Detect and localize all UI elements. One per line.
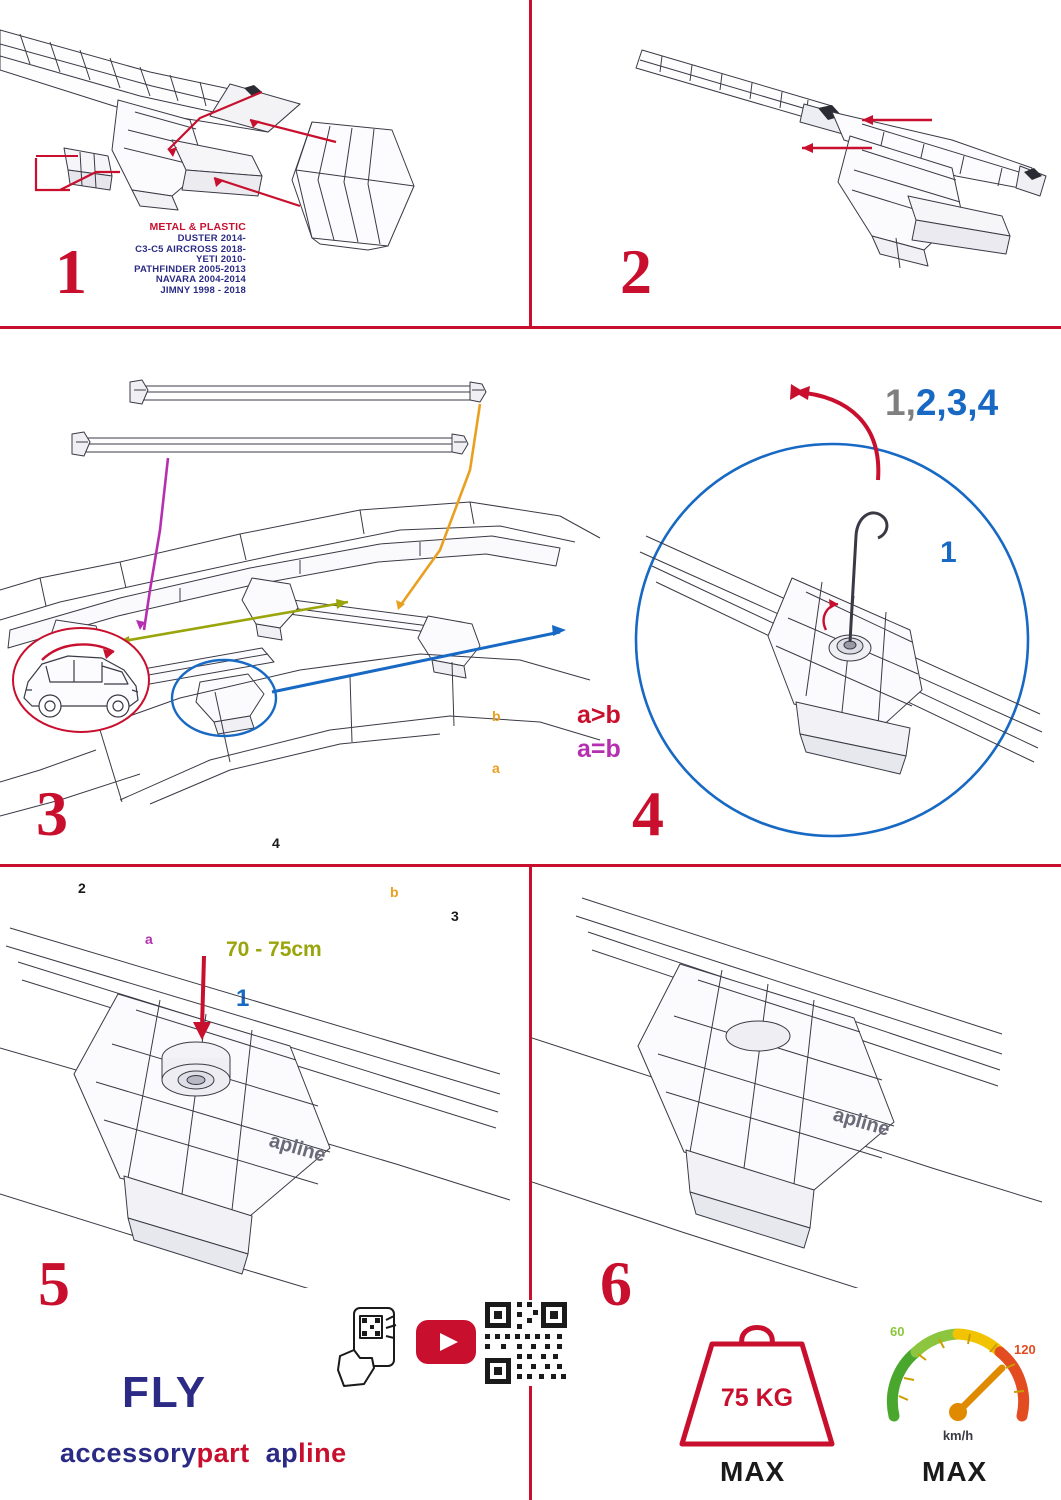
qr-scan-hand-icon (334, 1306, 404, 1392)
panel-step-1 (0, 0, 529, 326)
panel-step-3 (0, 330, 621, 1012)
panel-step-2 (532, 0, 1061, 326)
mount-marker-2: 2 (78, 880, 86, 896)
step-number-2: 2 (620, 236, 651, 307)
brand-accessory-text: accessory (60, 1438, 197, 1468)
fitment-model: PATHFINDER 2005-2013 (134, 264, 246, 276)
max-weight-label: MAX (720, 1456, 786, 1487)
crossbar-distance-label: 70 - 75cm (226, 938, 322, 961)
tighten-sequence (885, 382, 998, 424)
detail-callout-number: 1 (940, 536, 957, 569)
panel-step-4 (610, 330, 1061, 864)
panel-step-5 (0, 868, 529, 1500)
max-speed-label: MAX (922, 1456, 988, 1487)
step-number-5: 5 (38, 1248, 69, 1319)
fitment-model: C3-C5 AIRCROSS 2018- (135, 243, 246, 255)
step-number-4: 4 (632, 778, 663, 849)
step-number-3: 3 (36, 778, 67, 849)
bar-label-a: a (492, 760, 500, 776)
compare-eq-text: a=b (577, 735, 621, 763)
brand-line-text (60, 1438, 347, 1469)
brand-lineword-text: line (298, 1438, 347, 1468)
step6-illustration (532, 868, 1061, 1288)
tighten-sequence-first: 1 (885, 382, 906, 423)
gauge-unit: km/h (942, 1428, 974, 1443)
divider-top (0, 326, 1061, 329)
brand-logo-text: apline (830, 1103, 893, 1141)
fitment-model: YETI 2010- (195, 253, 246, 265)
bar-label-a-mount: a (145, 931, 153, 947)
fitment-model: NAVARA 2004-2014 (155, 274, 246, 286)
bar-label-b-mount: b (390, 884, 399, 900)
brand-part-text: part (196, 1438, 250, 1468)
compare-gt-text: a>b (577, 701, 621, 729)
fitment-model: JIMNY 1998 - 2018 (160, 284, 246, 296)
max-weight-icon (672, 1308, 842, 1458)
bar-label-b: b (492, 708, 501, 724)
vehicle-direction-inset (6, 620, 156, 740)
mount-marker-4: 4 (272, 835, 280, 851)
tighten-sequence-rest: 2,3,4 (915, 382, 999, 423)
step5-illustration (0, 868, 529, 1288)
mount-marker-1: 1 (236, 985, 250, 1012)
gauge-tick-low: 60 (890, 1324, 905, 1339)
brand-ap-text: ap (265, 1438, 299, 1468)
fitment-model: DUSTER 2014- (177, 233, 246, 245)
brand-logo-text: apline (266, 1129, 329, 1167)
brand-fly: FLY (122, 1368, 208, 1417)
step2-illustration (532, 0, 1061, 326)
youtube-icon[interactable] (416, 1320, 476, 1364)
step-number-1: 1 (55, 236, 86, 307)
mount-marker-3: 3 (451, 908, 459, 924)
panel-step-6 (532, 868, 1061, 1500)
fitment-title: METAL & PLASTIC (149, 221, 246, 233)
tighten-sequence-comma: , (905, 382, 916, 423)
max-weight-value: 75 KG (720, 1384, 794, 1412)
step3-illustration (0, 330, 610, 864)
max-speed-gauge-icon (868, 1308, 1048, 1454)
gauge-tick-high: 120 (1014, 1342, 1036, 1357)
step-number-6: 6 (600, 1248, 631, 1319)
